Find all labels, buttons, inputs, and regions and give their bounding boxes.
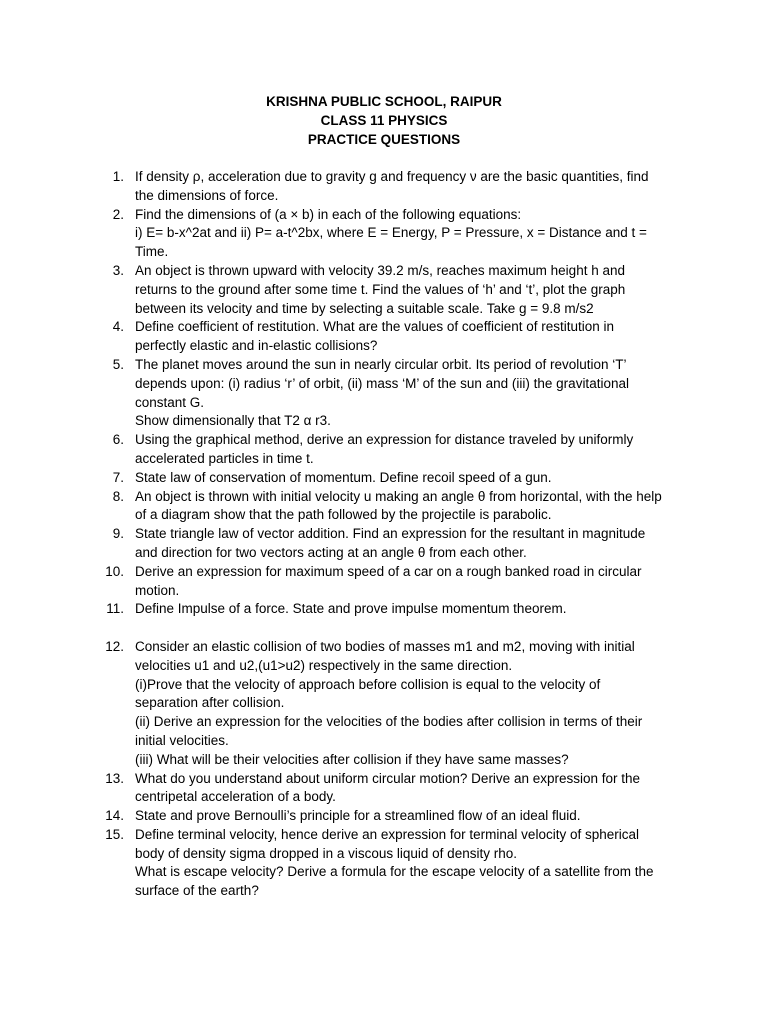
question-number: 2.: [112, 206, 124, 222]
question-line: perfectly elastic and in-elastic collisions?: [135, 338, 378, 354]
question-number: 15.: [105, 826, 124, 842]
question-number: 6.: [112, 432, 124, 448]
question-text: [135, 262, 677, 318]
question-item: [0, 469, 768, 488]
question-item: [0, 488, 768, 526]
question-item: [0, 525, 768, 563]
question-line: If density ρ, acceleration due to gravity g and frequency ν are the basic quantities, find: [135, 169, 649, 184]
question-text: [135, 488, 677, 526]
question-text: [135, 525, 677, 563]
question-number: 11.: [106, 601, 124, 617]
question-line: of a diagram show that the path followed by the projectile is parabolic.: [135, 507, 552, 523]
question-text: [135, 638, 677, 770]
document-title: PRACTICE QUESTIONS: [307, 132, 461, 147]
question-line: Using the graphical method, derive an expression for distance traveled by uniformly: [135, 432, 634, 448]
question-text: [135, 600, 677, 619]
question-line: surface of the earth?: [135, 883, 259, 899]
question-line: the dimensions of force.: [135, 187, 279, 203]
question-number: 8.: [112, 488, 124, 504]
question-line: depends upon: (i) radius ‘r’ of orbit, (ii) mass ‘M’ of the sun and (iii) the gravitational: [135, 375, 629, 391]
question-line: initial velocities.: [135, 732, 229, 748]
question-number: 5.: [112, 356, 124, 372]
question-line: separation after collision.: [135, 695, 285, 711]
question-number: 7.: [112, 469, 124, 485]
question-line: The planet moves around the sun in nearly circular orbit. Its period of revolution ‘T’: [135, 356, 627, 372]
question-item: [0, 563, 768, 601]
question-line: Consider an elastic collision of two bodies of masses m1 and m2, moving with initial: [135, 638, 635, 654]
question-line: (i)Prove that the velocity of approach before collision is equal to the velocity of: [135, 676, 601, 692]
question-line: velocities u1 and u2,(u1>u2) respectively in the same direction.: [135, 657, 513, 673]
question-text: [135, 168, 677, 206]
question-number: 10.: [105, 563, 124, 579]
document-header: [0, 92, 768, 149]
question-line: (iii) What will be their velocities after collision if they have same masses?: [135, 751, 569, 767]
question-number: 9.: [112, 526, 124, 542]
question-line: (ii) Derive an expression for the velocities of the bodies after collision in terms of their: [135, 714, 643, 730]
question-line: constant G.: [135, 394, 205, 410]
question-line: i) E= b-x^2at and ii) P= a-t^2bx, where E = Energy, P = Pressure, x = Distance and t =: [135, 225, 647, 241]
question-line: centripetal acceleration of a body.: [135, 789, 336, 805]
question-line: Show dimensionally that T2 α r3.: [135, 413, 331, 429]
question-line: What is escape velocity? Derive a formula for the escape velocity of a satellite from the: [135, 864, 654, 880]
question-item: [0, 826, 768, 901]
question-line: Time.: [135, 244, 169, 260]
question-line: between its velocity and time by selecting a suitable scale. Take g = 9.8 m/s2: [135, 300, 594, 316]
question-item: [0, 431, 768, 469]
question-list: [0, 168, 768, 901]
question-text: [135, 826, 677, 901]
question-text: [135, 431, 677, 469]
question-number: 3.: [112, 262, 124, 278]
question-line: accelerated particles in time t.: [135, 450, 314, 466]
question-line: and direction for two vectors acting at an angle θ from each other.: [135, 544, 527, 560]
question-text: [135, 469, 677, 488]
question-line: Define Impulse of a force. State and prove impulse momentum theorem.: [135, 601, 567, 617]
class-name: CLASS 11 PHYSICS: [320, 113, 448, 128]
question-line: motion.: [135, 582, 180, 598]
question-number: 1.: [112, 169, 124, 184]
question-line: State law of conservation of momentum. Define recoil speed of a gun.: [135, 469, 552, 485]
question-line: Find the dimensions of (a × b) in each of the following equations:: [135, 206, 522, 222]
question-line: State triangle law of vector addition. Find an expression for the resultant in magnitude: [135, 526, 646, 542]
question-item: [0, 356, 768, 431]
question-number: 4.: [112, 319, 124, 335]
question-line: An object is thrown with initial velocity u making an angle θ from horizontal, with the help: [135, 488, 662, 504]
question-item: [0, 206, 768, 262]
school-name: KRISHNA PUBLIC SCHOOL, RAIPUR: [266, 94, 502, 109]
question-line: State and prove Bernoulli’s principle for a streamlined flow of an ideal fluid.: [135, 808, 581, 824]
question-line: What do you understand about uniform circular motion? Derive an expression for the: [135, 770, 641, 786]
question-item: [0, 600, 768, 619]
question-item: [0, 807, 768, 826]
question-line: An object is thrown upward with velocity 39.2 m/s, reaches maximum height h and: [135, 262, 625, 278]
question-item: [0, 638, 768, 770]
question-number: 14.: [105, 808, 124, 824]
question-number: 12.: [105, 638, 124, 654]
question-number: 13.: [105, 770, 124, 786]
question-line: Define coefficient of restitution. What are the values of coefficient of restitution in: [135, 319, 615, 335]
question-item: [0, 318, 768, 356]
question-line: Derive an expression for maximum speed of a car on a rough banked road in circular: [135, 563, 642, 579]
question-line: Define terminal velocity, hence derive an expression for terminal velocity of spherical: [135, 826, 639, 842]
question-line: body of density sigma dropped in a viscous liquid of density rho.: [135, 845, 517, 861]
question-item: [0, 168, 768, 206]
question-text: [135, 318, 677, 356]
question-text: [135, 770, 677, 808]
question-text: [135, 206, 677, 262]
question-line: returns to the ground after some time t. Find the values of ‘h’ and ‘t’, plot the graph: [135, 281, 626, 297]
question-item: [0, 262, 768, 318]
question-item: [0, 770, 768, 808]
question-text: [135, 563, 677, 601]
question-text: [135, 807, 677, 826]
question-text: [135, 356, 677, 431]
